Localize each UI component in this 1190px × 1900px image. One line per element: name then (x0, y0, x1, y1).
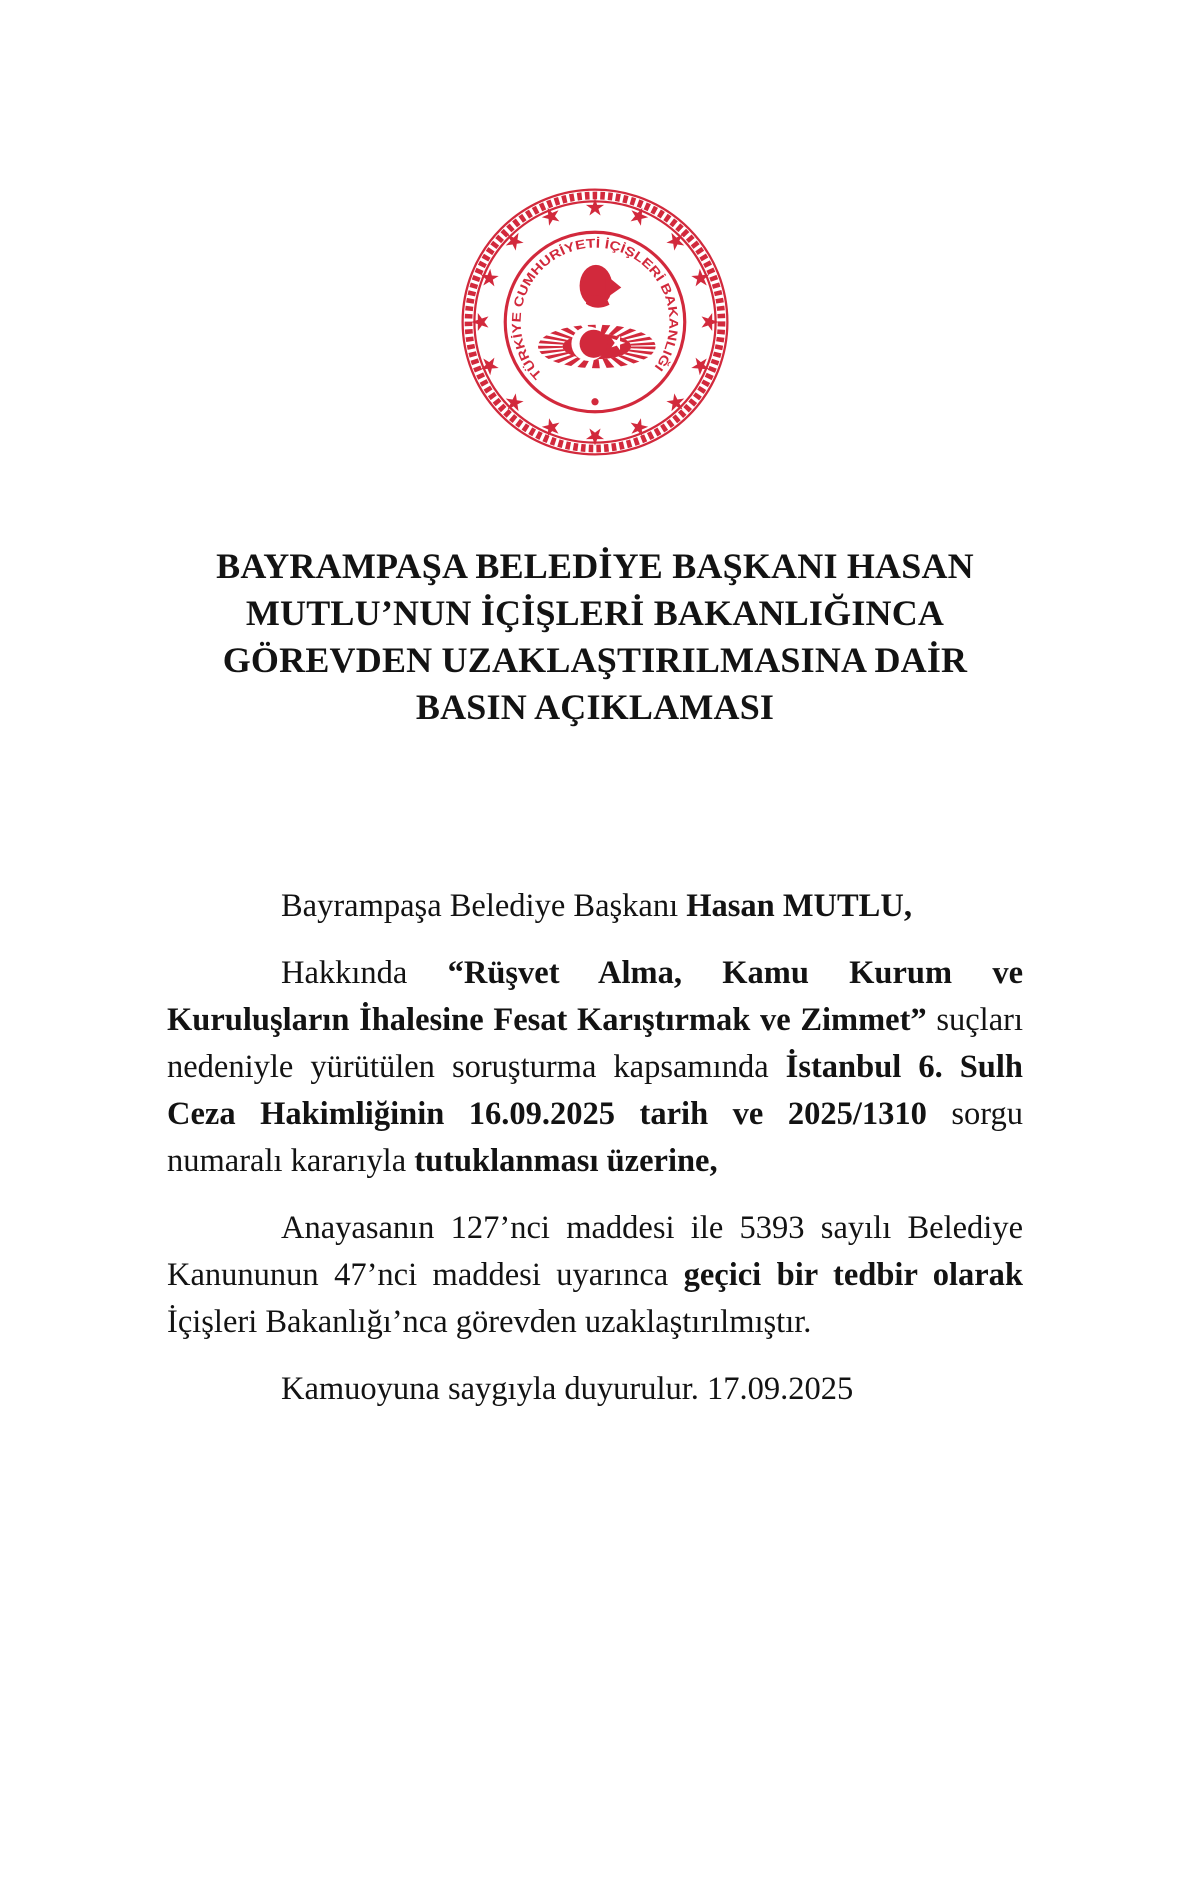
text-run: Kamuoyuna saygıyla duyurulur. 17.09.2025 (281, 1371, 854, 1407)
text-run: sorgu numaralı kararıyla (167, 1096, 1023, 1179)
star-ring (471, 198, 719, 446)
turkey-map-icon (550, 327, 643, 364)
bold-text-run: geçici bir tedbir olarak (683, 1257, 1023, 1293)
press-release-page (0, 186, 1190, 1900)
text-run: Hakkında (281, 955, 448, 991)
paragraph (167, 883, 1023, 930)
bold-text-run: “Rüşvet Alma, Kamu Kurum ve Kuruluşların İhalesine Fesat Karıştırmak ve Zimmet” (167, 955, 1023, 1038)
paragraph (167, 1205, 1023, 1346)
text-run: Anayasanın 127’nci maddesi ile 5393 sayılı Belediye Kanununun 47’nci maddesi uyarınca (167, 1210, 1023, 1293)
bold-text-run: Hasan MUTLU, (686, 888, 912, 924)
paragraph (167, 1366, 1023, 1413)
text-run: suçları nedeniyle yürütülen soruşturma kapsamında (167, 1002, 1023, 1085)
title-line: BAYRAMPAŞA BELEDİYE BAŞKANI HASAN (216, 546, 974, 586)
bold-text-run: İstanbul 6. Sulh Ceza Hakimliğinin 16.09.2025 tarih ve 2025/1310 (167, 1049, 1023, 1132)
seal-bottom-dot (591, 398, 598, 405)
text-run: Bayrampaşa Belediye Başkanı (281, 888, 687, 924)
document-title (95, 543, 1095, 731)
title-line: GÖREVDEN UZAKLAŞTIRILMASINA DAİR (222, 640, 968, 680)
title-line: MUTLU’NUN İÇİŞLERİ BAKANLIĞINCA (245, 593, 945, 633)
ministry-seal-logo (459, 186, 731, 458)
ministry-seal-graphic (459, 186, 731, 458)
rope-border-ring (463, 190, 728, 455)
inner-circle (505, 232, 685, 412)
title-line: BASIN AÇIKLAMASI (415, 687, 775, 727)
ataturk-silhouette-icon (580, 265, 622, 308)
seal-circular-text: TÜRKİYE CUMHURİYETİ İÇİŞLERİ BAKANLIĞI (509, 236, 681, 383)
document (0, 186, 1190, 1900)
document-body (167, 883, 1023, 1413)
bold-text-run: tutuklanması üzerine, (414, 1143, 718, 1179)
paragraph (167, 950, 1023, 1185)
text-run: İçişleri Bakanlığı’nca görevden uzaklaştırılmıştır. (167, 1304, 812, 1340)
